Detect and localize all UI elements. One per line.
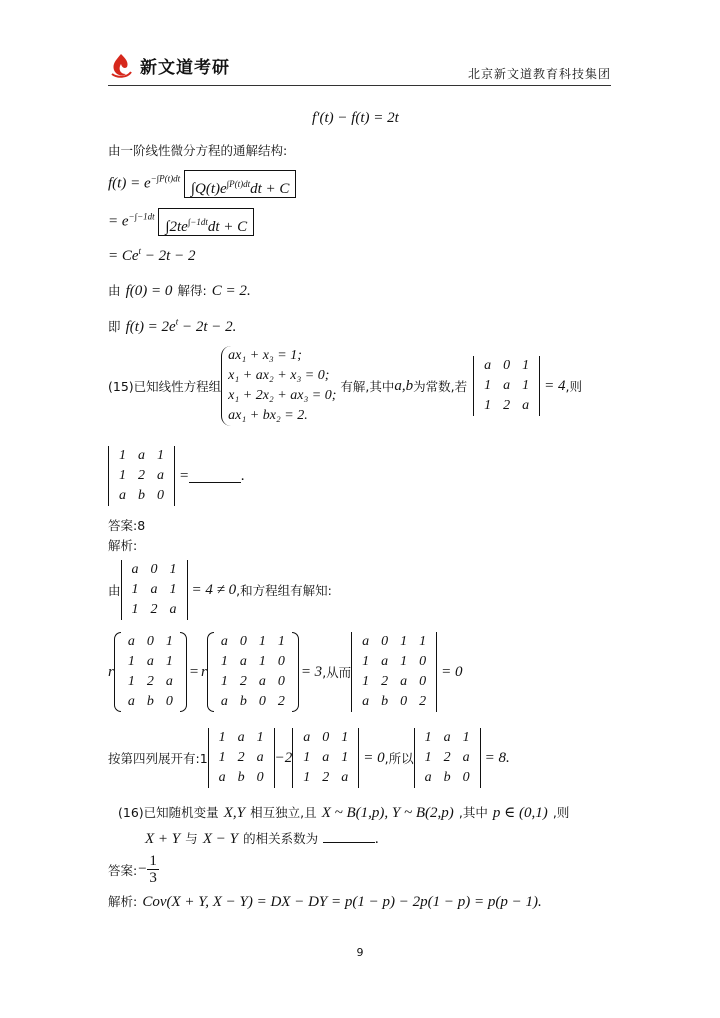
q16-answer-label: 答案: bbox=[108, 862, 138, 878]
answer-blank bbox=[189, 470, 241, 483]
mat-cell: 1 bbox=[127, 674, 135, 689]
mat-cell: 0 bbox=[165, 694, 173, 709]
matrix-coef bbox=[114, 632, 187, 712]
answer-blank bbox=[323, 830, 375, 843]
det-cell: a bbox=[157, 468, 164, 483]
sol-lhs: f(t) = e bbox=[108, 175, 151, 192]
sol2-lhs: = e bbox=[108, 213, 129, 230]
rank-r: r bbox=[108, 663, 114, 680]
det-cell: 1 bbox=[303, 770, 311, 785]
mat-cell: b bbox=[146, 694, 154, 709]
det-cell: a bbox=[362, 634, 370, 649]
a15-eq: = 4 ≠ 0 bbox=[191, 581, 237, 598]
solution-line-2 bbox=[108, 208, 254, 236]
result-exp: t bbox=[175, 316, 179, 327]
rank-conc: ,从而 bbox=[322, 665, 352, 680]
result-pre: 即 bbox=[108, 319, 121, 334]
q15-mid: 有解,其中 bbox=[340, 379, 395, 394]
equation-top: f′(t) − f(t) = 2t bbox=[312, 110, 399, 126]
det-cell: b bbox=[443, 770, 451, 785]
page-number: 9 bbox=[356, 946, 364, 959]
sol3-exp: t bbox=[138, 246, 142, 256]
q16-corr-label: 的相关系数为 bbox=[243, 831, 319, 846]
rank-eq3: = 3 bbox=[300, 663, 323, 680]
mat-cell: 1 bbox=[220, 654, 228, 669]
expand-eq8: = 8. bbox=[484, 749, 510, 766]
q16-text-b: 相互独立,且 bbox=[250, 805, 317, 820]
sol-exp1: −∫P(t)dt bbox=[150, 173, 181, 184]
solution-bracket bbox=[184, 170, 297, 198]
det-cell: 1 bbox=[419, 634, 427, 649]
mat-cell: 1 bbox=[277, 634, 285, 649]
det-cell: 1 bbox=[131, 582, 139, 597]
det-minor-2 bbox=[292, 728, 359, 788]
det-cell: 2 bbox=[150, 602, 158, 617]
result-math: f(t) = 2e bbox=[125, 319, 176, 335]
det-cell: 2 bbox=[237, 750, 245, 765]
det-cell: 1 bbox=[256, 730, 264, 745]
det-cell: a bbox=[169, 602, 177, 617]
fraction-numerator: 1 bbox=[149, 853, 157, 869]
company-name: 北京新文道教育科技集团 bbox=[467, 67, 611, 81]
q16-answer-fraction bbox=[147, 853, 159, 886]
q15-label: (15)已知线性方程组 bbox=[108, 379, 222, 394]
q16-then: ,则 bbox=[552, 805, 570, 820]
det-cell: 1 bbox=[303, 750, 311, 765]
q15-system bbox=[221, 346, 336, 426]
sol-exp2: ∫P(t)dt bbox=[226, 179, 251, 189]
mat-cell: a bbox=[239, 654, 247, 669]
q16-diff: X − Y bbox=[202, 831, 238, 847]
intro-line: 由一阶线性微分方程的通解结构: bbox=[108, 143, 288, 158]
q16-and: 与 bbox=[185, 831, 198, 846]
mat-cell: 1 bbox=[165, 634, 173, 649]
sol3-tail: − 2t − 2 bbox=[141, 248, 196, 264]
a15-post: ,和方程组有解知: bbox=[236, 583, 332, 598]
det-cell: a bbox=[341, 770, 349, 785]
mat-cell: 1 bbox=[258, 634, 266, 649]
det-cell: 0 bbox=[503, 358, 511, 373]
cond-c: C = 2 bbox=[211, 283, 247, 299]
det-cell: 1 bbox=[169, 582, 177, 597]
q15-eq: = 4 bbox=[544, 377, 566, 394]
det-cell: 1 bbox=[522, 378, 530, 393]
mat-cell: 0 bbox=[258, 694, 266, 709]
det-cell: a bbox=[322, 750, 330, 765]
det-cell: 1 bbox=[341, 730, 349, 745]
det-cell: 2 bbox=[419, 694, 427, 709]
q16-answer-sign: − bbox=[137, 861, 148, 877]
q15-sys-row: ax₁ + bx₂ = 2. bbox=[228, 408, 308, 423]
det-cell: a bbox=[256, 750, 264, 765]
det-cell: a bbox=[424, 770, 432, 785]
det-cell: 1 bbox=[218, 730, 226, 745]
mat-cell: 2 bbox=[239, 674, 247, 689]
q15-determinant-2 bbox=[108, 446, 175, 506]
a15-det bbox=[121, 560, 188, 620]
det-cell: 1 bbox=[218, 750, 226, 765]
q16-analysis-math: Cov(X + Y, X − Y) = DX − DY = p(1 − p) − 2p(1 − p) = p(p − 1). bbox=[142, 894, 542, 910]
det-cell: a bbox=[150, 582, 158, 597]
matrix-augmented bbox=[207, 632, 299, 712]
det-cell: 0 bbox=[419, 654, 427, 669]
q15-sys-row: ax₁ + x₃ = 1; bbox=[228, 348, 302, 363]
det-cell: 1 bbox=[157, 448, 164, 463]
mat-cell: 0 bbox=[239, 634, 247, 649]
det-cell: 2 bbox=[443, 750, 451, 765]
condition-line: 由 f(0) = 0 解得: C = 2. bbox=[108, 283, 251, 299]
cond-pre: 由 bbox=[108, 283, 121, 298]
det-cell: b bbox=[237, 770, 245, 785]
det-cell: 1 bbox=[362, 674, 370, 689]
det-cell: a bbox=[218, 770, 226, 785]
det-cell: 1 bbox=[131, 602, 139, 617]
det-cell: 1 bbox=[119, 468, 126, 483]
q15-analysis-label: 解析: bbox=[108, 538, 138, 553]
logo-text: 新文道考研 bbox=[140, 57, 230, 78]
mat-cell: 1 bbox=[258, 654, 266, 669]
minus-two: −2 bbox=[274, 749, 293, 766]
q15-const: 为常数,若 bbox=[413, 379, 468, 394]
det-cell: 0 bbox=[150, 562, 158, 577]
det-cell: a bbox=[462, 750, 470, 765]
det-cell: 1 bbox=[119, 448, 126, 463]
det-cell: a bbox=[400, 674, 408, 689]
det-cell: a bbox=[138, 448, 145, 463]
det-cell: a bbox=[522, 398, 530, 413]
det-cell: 1 bbox=[424, 750, 432, 765]
mat-cell: a bbox=[220, 694, 228, 709]
analysis-15-expand bbox=[108, 728, 510, 788]
mat-cell: a bbox=[258, 674, 266, 689]
det-cell: 1 bbox=[484, 378, 492, 393]
det-cell: 0 bbox=[462, 770, 470, 785]
det-cell: 2 bbox=[381, 674, 389, 689]
det-cell: a bbox=[119, 488, 126, 503]
mat-cell: a bbox=[146, 654, 154, 669]
analysis-15-rank: r a 0 1 1 a 1 1 2 a a b 0 = r a 0 1 1 1 a 1 0 1 2 a 0 a b 0 2 = 3 ,从而 a 0 1 1 1 a 1 0 1 2 a 0 a b 0 2 = 0 bbox=[108, 632, 463, 712]
fraction-denominator: 3 bbox=[149, 870, 157, 886]
det-cell: 1 bbox=[341, 750, 349, 765]
sol2-exp: −∫−1dt bbox=[128, 211, 155, 222]
a15-pre: 由 bbox=[108, 583, 121, 598]
result-tail: − 2t − 2 bbox=[178, 319, 233, 335]
det-cell: 2 bbox=[503, 398, 511, 413]
det-cell: 0 bbox=[322, 730, 330, 745]
mat-cell: 0 bbox=[146, 634, 154, 649]
det-cell: a bbox=[131, 562, 139, 577]
det-cell: 1 bbox=[362, 654, 370, 669]
q16-dist: X ~ B(1,p), Y ~ B(2,p) bbox=[321, 805, 454, 821]
solution2-bracket bbox=[158, 208, 254, 236]
det-cell: a bbox=[237, 730, 245, 745]
det-cell: 1 bbox=[169, 562, 177, 577]
q15-determinant bbox=[473, 356, 540, 416]
sol2-integral: ∫2te bbox=[165, 219, 188, 235]
det-cell: 1 bbox=[484, 398, 492, 413]
cond-mid: 解得: bbox=[177, 283, 207, 298]
question-16-line2: X + Y 与 X − Y 的相关系数为 . bbox=[145, 831, 379, 847]
det-zero: = 0 bbox=[441, 663, 463, 680]
flame-logo-icon bbox=[108, 52, 134, 78]
det-cell: b bbox=[381, 694, 389, 709]
det-cell: a bbox=[443, 730, 451, 745]
q16-text-a: (16)已知随机变量 bbox=[118, 805, 219, 820]
question-16-line1 bbox=[118, 802, 569, 822]
q15-blank-eq: = bbox=[179, 467, 190, 484]
det-cell: 1 bbox=[462, 730, 470, 745]
det-cell: a bbox=[484, 358, 492, 373]
header-divider bbox=[108, 85, 611, 86]
q16-analysis bbox=[108, 891, 542, 911]
mat-cell: a bbox=[127, 634, 135, 649]
q16-p: p ∈ (0,1) bbox=[492, 805, 548, 821]
rank-r: r bbox=[200, 663, 207, 680]
q15-then: ,则 bbox=[565, 379, 582, 394]
question-15 bbox=[108, 346, 582, 426]
solution-line-3 bbox=[108, 246, 195, 265]
mat-cell: 1 bbox=[127, 654, 135, 669]
cond-math: f(0) = 0 bbox=[125, 283, 173, 299]
mat-cell: 1 bbox=[165, 654, 173, 669]
q16-text-c: ,其中 bbox=[458, 805, 488, 820]
det-cell: 0 bbox=[419, 674, 427, 689]
det-cell: 2 bbox=[138, 468, 145, 483]
det-cell: b bbox=[138, 488, 145, 503]
det-cell: 0 bbox=[381, 634, 389, 649]
det-cell: a bbox=[303, 730, 311, 745]
det-cell: 1 bbox=[400, 654, 408, 669]
sol2-exp2: ∫−1dt bbox=[187, 217, 208, 227]
q15-answer: 答案:8 bbox=[108, 518, 146, 533]
question-15-line2: 1 a 1 1 2 a a b 0 = . bbox=[108, 446, 245, 506]
analysis-15-line1 bbox=[108, 560, 332, 620]
expand-so: ,所以 bbox=[384, 751, 414, 766]
q16-xy: X,Y bbox=[223, 805, 246, 821]
mat-cell: b bbox=[239, 694, 247, 709]
det-cell: a bbox=[381, 654, 389, 669]
q15-sys-row: x₁ + ax₂ + x₃ = 0; bbox=[228, 368, 330, 383]
sol-tail: dt + C bbox=[250, 181, 290, 197]
det-augmented bbox=[351, 632, 437, 712]
mat-cell: 2 bbox=[146, 674, 154, 689]
mat-cell: 2 bbox=[277, 694, 285, 709]
sol3-lhs: = Ce bbox=[108, 248, 139, 264]
q16-answer bbox=[108, 853, 159, 886]
mat-cell: 0 bbox=[277, 674, 285, 689]
q15-sys-row: x₁ + 2x₂ + ax₃ = 0; bbox=[228, 388, 337, 403]
q16-analysis-label: 解析: bbox=[108, 894, 138, 909]
det-cell: 2 bbox=[322, 770, 330, 785]
det-cell: a bbox=[503, 378, 511, 393]
mat-cell: a bbox=[165, 674, 173, 689]
det-cell: 0 bbox=[400, 694, 408, 709]
det-cell: 1 bbox=[424, 730, 432, 745]
header-logo bbox=[108, 52, 230, 78]
det-cell: a bbox=[362, 694, 370, 709]
expand-label: 按第四列展开有:1 bbox=[108, 751, 208, 766]
det-cell: 0 bbox=[157, 488, 164, 503]
expand-eq0: = 0 bbox=[363, 749, 385, 766]
sol-integral: ∫Q(t)e bbox=[190, 181, 227, 197]
det-cell: 1 bbox=[400, 634, 408, 649]
det-cell: 1 bbox=[522, 358, 530, 373]
mat-cell: a bbox=[220, 634, 228, 649]
solution-line-1 bbox=[108, 170, 296, 198]
mat-cell: 0 bbox=[277, 654, 285, 669]
result-line: 即 $f(t) = 2e^t - 2t - 2$. bbox=[108, 316, 237, 335]
q15-ab: a,b bbox=[394, 377, 414, 394]
det-minor-1 bbox=[208, 728, 275, 788]
det-final bbox=[414, 728, 481, 788]
det-cell: 0 bbox=[256, 770, 264, 785]
sol2-tail: dt + C bbox=[207, 219, 248, 235]
mat-cell: 1 bbox=[220, 674, 228, 689]
mat-cell: a bbox=[127, 694, 135, 709]
q16-sum: X + Y bbox=[145, 831, 181, 847]
